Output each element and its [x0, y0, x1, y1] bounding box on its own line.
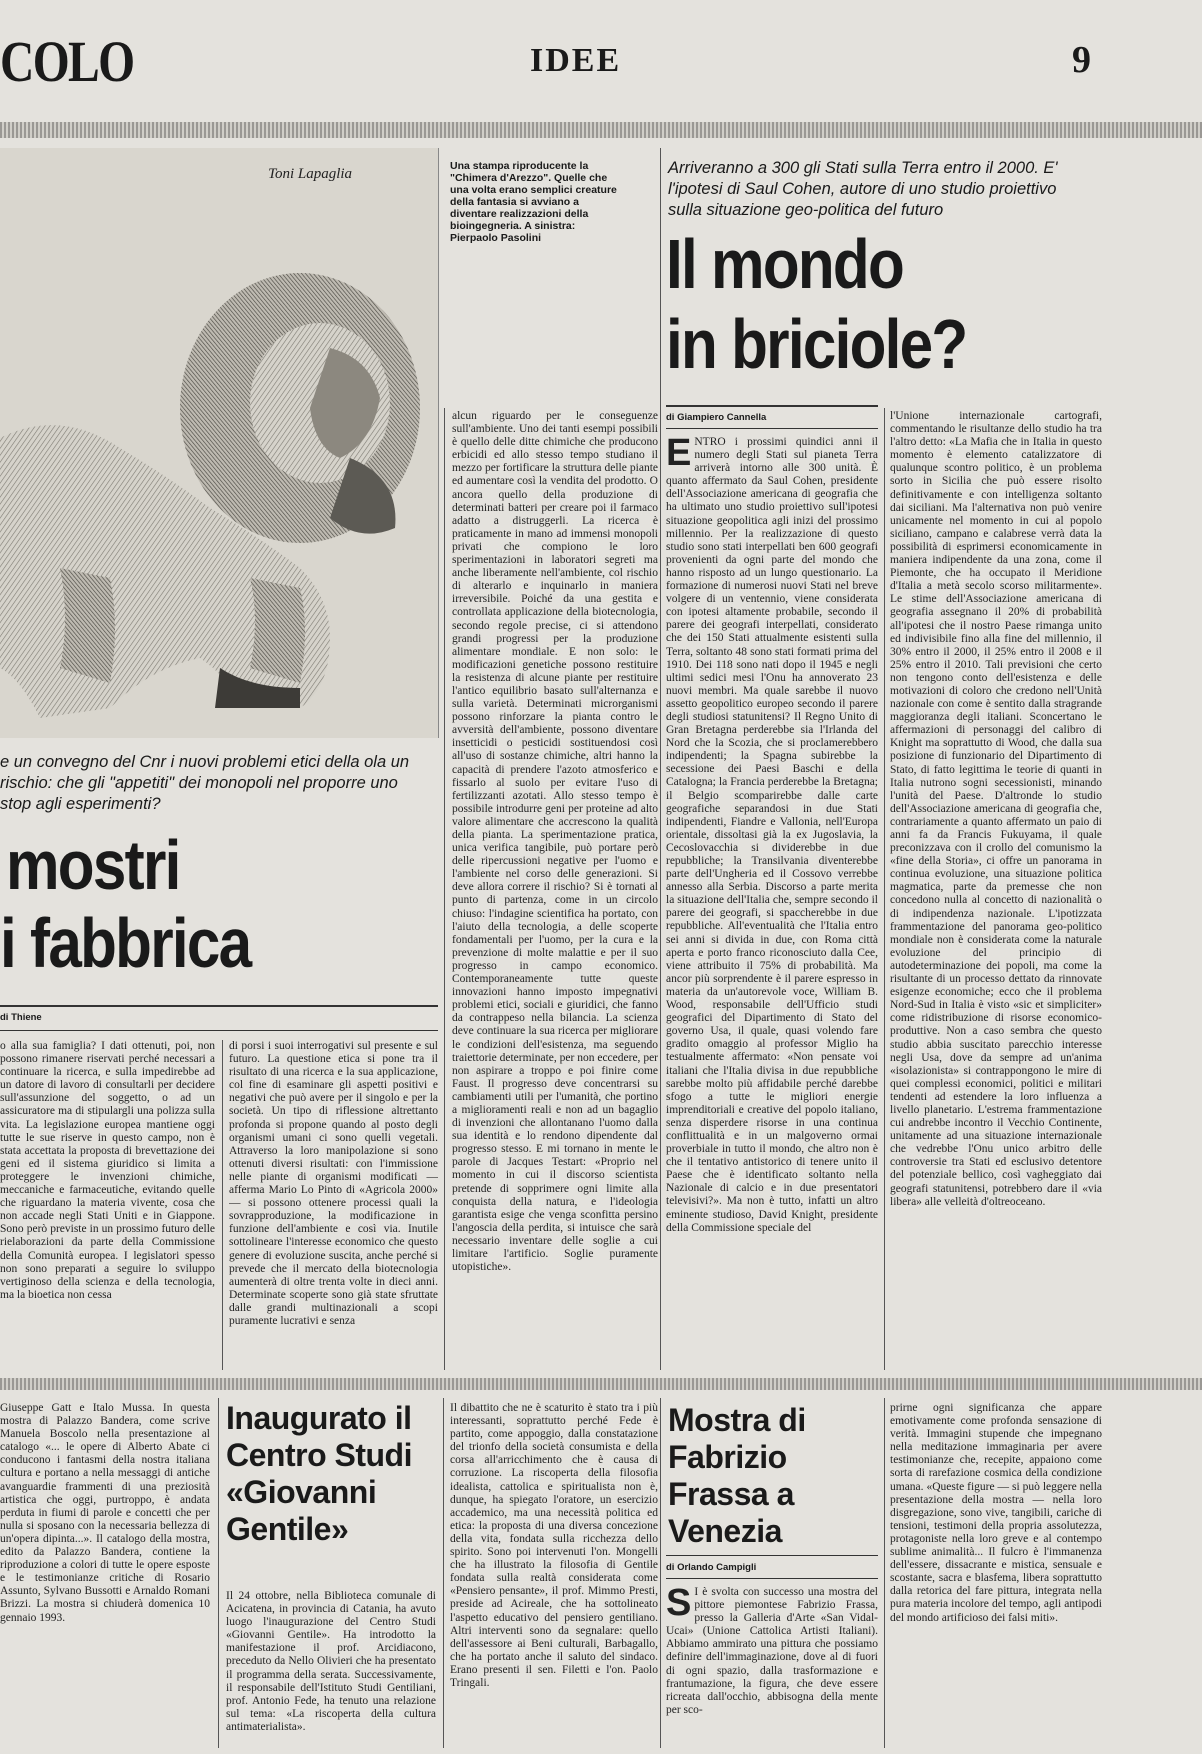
left-byline-rule [0, 1005, 438, 1007]
col-divider [222, 1040, 223, 1370]
mostra-byline: di Orlando Campigli [666, 1562, 757, 1573]
left-story-col3: alcun riguardo per le conseguenze sull'ambiente. Uno dei tanti esempi possibili è quello delle ditte chimiche che producono erbicidi ed allo stesso tempo studiano il mezzo per fortificare la struttura delle piante ed aumentare così la vendita del prodotto. O ancora quello della produzione di determinati batteri per creare poi il farmaco adatto a distruggerli. La ricerca è praticamente in mano ad immensi monopoli privati che compiono le loro sperimentazioni in laboratori segreti ma anche liberamente nell'ambiente, col rischio di alterarlo e inquinarlo in maniera irreversibile. Poiché da una gestita e controllata applicazione della biotecnologia, secondo regole precise, ci si attendono grandi progressi per la produzione alimentare mondiale. E non solo: le modificazioni genetiche possono restituire la resistenza di alcune piante per restituire l'antico equilibrio basato sull'alternanza e sulla varietà. Determinati microrganismi possono rinforzare la pianta contro le avversità dell'ambiente, possono diventare insetticidi o pesticidi sostituendosi così all'uso di sostanze chimiche, altri hanno la capacità di prendere l'azoto atmosferico e fissarlo al suolo per evitare l'uso di fertilizzanti azotati. Allo stesso tempo è possibile introdurre geni per proteine ad alto valore alimentare che accrescono la qualità della pianta. La sperimentazione pratica, unica verifica tangibile, può portare però delle ripercussioni negative per l'uomo e l'ambiente nel corso delle generazioni. Si deve allora correre il rischio? Si è tornati al punto di partenza, come in un circolo chiuso: l'indagine scientifica ha portato, con l'aiuto della tecnologia, a delle scoperte fondamentali per l'uomo, per la cura e la prevenzione di molte malattie e per il suo progresso in campo economico. Contemporaneamente tutte queste innovazioni hanno imposto impegnativi problemi etici, sociali e giuridici, che fanno da contrappeso nella bilancia. La scienza deve continuare la sua ricerca per migliorare le condizioni dell'esistenza, ma seguendo traiettorie determinate, per non eccedere, per non aspirare a troppo e poi finire come Faust. Il progresso deve concentrarsi su cambiamenti utili per l'umanità, che portino a miglioramenti reali e non ad un bagaglio di invenzioni che allontanano l'uomo dalla sua identità e lo rendono dipendente dal progresso stesso. E mi tornano in mente le parole di Jacques Testart: «Proprio nel momento in cui il discorso scientista pretende di sopprimere ogni limite alla conquista della natura, e l'ideologia garantista esige che venga sconfitta persino l'angoscia della perdita, si intuisce che sarà necessario inventare delle soglie a cui limitare l'artificio. Soglie puramente utopistiche». [452, 410, 658, 1274]
photo-signature: Toni Lapaglia [268, 166, 353, 182]
mid-rule [0, 1378, 1202, 1390]
right-headline-line2: in briciole? [666, 305, 967, 383]
right-story-deck: Arriveranno a 300 gli Stati sulla Terra entro il 2000. E' l'ipotesi di Saul Cohen, autore di uno studio proiettivo sulla situazione geo-politica del futuro [668, 159, 1058, 219]
mostra-col1-text: I è svolta con successo una mostra del pittore piemontese Fabrizio Frassa, presso la Galleria d'Arte «San Vidal-Ucai» (Unione Cattolica Artisti Italiani). Abbiamo ammirato una pittura che possiamo definire dell'immaginazione, dove al di fuori di ogni spazio, dalla trasformazione e frantumazione, la figura, che deve essere ricreata dall'occhio, abbisogna della mente per sco- [666, 1586, 878, 1716]
mostra-byline-rule-2 [666, 1578, 878, 1579]
dropcap: S [666, 1586, 692, 1624]
left-story-col1: o alla sua famiglia? I dati ottenuti, poi, non possono rimanere riservati perché necessari a continuare la ricerca, e sulla impedirebbe ad un datore di lavoro di consultarli per decidere sull'assunzione del soggetto, o ad un assicuratore ma di stipulargli una polizza sulla vita. La legislazione europea mantiene oggi tutte le sue riserve in questo campo, non è stata accettata la proposta di brevettazione dei geni ed il sistema giuridico si limita a proteggere le invenzioni chimiche, meccaniche e farmaceutiche, evitando quelle che riguardano la materia vivente, cosa che non accade negli Stati Uniti e in Giappone. Sono però previste in un prossimo futuro delle rielaborazioni da parte della Commissione della Comunità europea. I legislatori spesso non sono preparati a seguire lo sviluppo vertiginoso della scienza e della tecnologia, ma la bioetica non cessa [0, 1040, 215, 1301]
col-divider [884, 408, 885, 1370]
centro-studi-col2: Il dibattito che ne è scaturito è stato tra i più interessanti, soprattutto perché Fede è partito, come appoggio, dalla constatazione del trionfo della società consumista e della corsa all'arricchimento che è causa di corruzione. La riscoperta della filosofia idealista, cattolica e spiritualista non è, dunque, ha spiegato l'oratore, un esercizio accademico, ma una necessità politica ed etica: la proposta di una diversa concezione della vita, fondata sulla ricchezza dello spirito. Sono poi intervenuti l'on. Mongelli che ha illustrato la filosofia di Gentile fondata sulla realtà considerata come «Pensiero pensante», il prof. Mimmo Presti, preside ad Acireale, che ha sottolineato l'aspetto educativo del pensiero gentiliano. Altri interventi sono da segnalare: quello dell'assessore ai Beni culturali, Barbagallo, che ha portato anche il saluto del sindaco. Erano presenti il sen. Filetti e l'on. Paolo Tringali. [450, 1402, 658, 1689]
left-headline-line2: i fabbrica [0, 904, 251, 982]
right-story-col2: l'Unione internazionale cartografi, commentando le risultanze dello studio ha tra l'altro detto: «La Mafia che in Italia in questo momento è elemento catalizzatore di qualunque scontro politico, è un problema sorto in Sicilia che può essere risolto definitivamente e con intelligenza soltanto dai siciliani. Ma l'alternativa non può venire unicamente nel momento in cui al popolo siciliano, campano e calabrese verrà data la possibilità di esprimersi economicamente in maniera indipendente da una zona, come il Piemonte, che ha occupato il Meridione d'Italia a metà secolo scorso militarmente». Le stime dell'Associazione americana di geografia assegnano il 20% di probabilità all'ipotesi che il nostro Paese rimanga unito ed indivisibile fino alla fine del millennio, il 30% entro il 2000, il 25% entro il 2008 e il 25% entro il 2010. Tali previsioni che certo non tengono conto dell'esistenza e delle motivazioni di coloro che credono nell'Unità nazionale con come è sentito dalla stragrande maggioranza degli italiani. Sconcertano le affermazioni di personaggi del calibro di Knight ma soprattutto di Wood, che dalla sua posizione di funzionario del Dipartimento di Stato, di fatto legittima le teorie di quanti in Italia nutrono sogni secessionisti, minando l'unità del Paese. D'altronde lo studio dell'Associazione americana di geografia che, contrariamente a quanto affermato un paio di anni fa da Francis Fukuyama, il quale preconizzava con il crollo del comunismo la «fine della Storia», ci offre un panorama in continua evoluzione, una situazione politica magmatica, parte da premesse che non concedono nulla al concetto di nazionalità o di indipendenza nazionale. L'ipotizzata frammentazione del panorama geo-politico mondiale non è considerata come la naturale evoluzione del principio di autodeterminazione dei popoli, ma come la risultante di un processo dettato da rinnovate esigenze economiche; ecco che il problema Nord-Sud in Italia è visto «sic et simpliciter» come ridistribuzione di risorse economico-produttive. Non a caso sembra che questo studio abbia suscitato parecchio interesse negli Usa, dove da sempre ad un'anima «isolazionista» si contrappongono le mire di quei complessi economici, politici e militari tendenti ad estendere la loro influenza a livello planetario. L'estrema frammentazione cui andrebbe incontro il Vecchio Continente, unitamente ad una situazione internazionale che vedrebbe l'Onu unico arbitro delle controversie tra Stati ed esclusivo detentore del potenziale bellico, così vagheggiato dai geografi statunitensi, potrebbero dare il «via libera» alle velleità d'oltreoceano. [890, 410, 1102, 1208]
centro-studi-headline: Inaugurato il Centro Studi «Giovanni Gentile» [226, 1400, 412, 1547]
centro-studi-col1: Il 24 ottobre, nella Biblioteca comunale di Acicatena, in provincia di Catania, ha avuto luogo l'inaugurazione del Centro Studi «Giovanni Gentile». Ha introdotto la manifestazione il prof. Arcidiacono, preceduto da Nello Olivieri che ha presentato il programma della serata. Successivamente, il responsabile dell'Istituto Studi Gentiliani, prof. Antonio Fede, ha tenuto una relazione sul tema: «La riscoperta della cultura antimaterialista». [226, 1590, 436, 1733]
col-divider [218, 1398, 219, 1748]
col-divider [884, 1398, 885, 1748]
mostra-headline: Mostra di Fabrizio Frassa a Venezia [668, 1402, 806, 1549]
chimera-photo [0, 148, 439, 738]
mostra-byline-rule [666, 1555, 878, 1556]
left-story-col2: di porsi i suoi interrogativi sul presente e sul futuro. La questione etica si pone tra il risultato di una ricerca e la sua applicazione, col fine di esaminare gli aspetti positivi e negativi che può avere per il singolo e per la società. Un tipo di riflessione altrettanto profonda si propone quando al posto degli organismi umani ci sono quelli vegetali. Attraverso la loro manipolazione si sono ottenuti diversi risultati: con l'immissione nelle piante di organismi modificati — afferma Mario Lo Pinto di «Agricola 2000» — si possono ottenere processi quali la sovrapproduzione, la modificazione in funzione dell'ambiente e così via. Inutile sottolineare l'interesse economico che questo genere di evoluzione suscita, anche perché si prevede che il mercato della biotecnologia aumenterà di oltre trenta volte in dieci anni. Determinate scoperte sono già state sfruttate dalle grandi multinazionali a scopi puramente lucrativi e senza [229, 1040, 438, 1327]
col-divider [660, 1398, 661, 1748]
page-number: 9 [1072, 39, 1091, 81]
col-divider [443, 1398, 444, 1748]
right-story-col1 [666, 436, 878, 1370]
chimera-illustration [0, 148, 438, 738]
left-story-deck: e un convegno del Cnr i nuovi problemi etici della ola un rischio: che gli "appetiti" dei monopoli nel proporre uno stop agli esperimenti? [0, 753, 410, 813]
right-headline-line1: Il mondo [666, 225, 904, 303]
col-divider [444, 408, 445, 1370]
dropcap: E [666, 436, 692, 474]
left-byline-rule-2 [0, 1030, 438, 1031]
masthead-fragment: COLO [0, 29, 134, 94]
right-byline: di Giampiero Cannella [666, 412, 767, 423]
mostra-col1 [666, 1586, 878, 1748]
left-byline: di Thiene [0, 1012, 42, 1023]
right-story-col1-text: NTRO i prossimi quindici anni il numero degli Stati sul pianeta Terra arriverà intorno alle 300 unità. È quanto affermato da Saul Cohen, presidente dell'Associazione americana di geografia che ha ultimato uno studio proiettivo sull'ipotesi situazione geopolitica agli inizi del prossimo millennio. Per la realizzazione di questo studio sono stati interpellati ben 600 geografi provenienti da ogni parte del mondo che hanno risposto ad un lungo questionario. La formazione di numerosi nuovi Stati nel breve volgere di un ventennio, viene considerata con ipotesi altamente probabile, secondo il parere dei geografi interpellati, considerato che dei 150 Stati attualmente esistenti sulla Terra, soltanto 48 sono stati formati prima del 1910. Dei 118 sono nati dopo il 1945 e negli ultimi sedici mesi l'Onu ha annoverato 23 nuovi membri. Ma quale sarebbe il nuovo assetto geopolitico europeo secondo il parere degli studiosi statunitensi? Il Regno Unito di Gran Bretagna perderebbe sia l'Irlanda del Nord che la Scozia, che si proclamerebbero indipendenti; la Spagna subirebbe la secessione dei Paesi Baschi e della Catalogna; la Francia perderebbe la Bretagna; il Belgio scomparirebbe dalle carte geografiche separandosi in due Stati indipendenti, Fiandre e Vallonia, nell'Europa orientale, dissoltasi già la ex Jugoslavia, la Cecoslovacchia si dividerebbe in due repubbliche; la Transilvania diventerebbe parte dell'Ungheria ed il Cossovo verrebbe annesso alla Serbia. Discorso a parte merita la situazione dell'Italia che, sempre secondo il parere dei geografi, si spaccherebbe in due repubbliche. All'eventualità che l'Italia entro sei anni si divida in due, con Roma città aperta e porto franco riconosciuto dalla Cee, viene attribuito il 75% di probabilità. Ma ancor più sorprendente è il parere espresso in materia da un'autorevole voce, William B. Wood, responsabile dell'Ufficio studi geografici del Dipartimento di Stato del governo Usa, il quale, quasi volendo fare gradito omaggio al professor Miglio ha testualmente affermato: «Non pensate voi italiani che l'Italia divisa in due repubbliche sarebbe molto più affidabile perché darebbe sfogo a tutte le migliori energie imprenditoriali e creative del popolo italiano, senza disperdere risorse in una continua conflittualità e in un malgoverno ormai proverbiale in tutto il mondo, che altro non è che il tentativo antistorico di tenere unito il Paese che è identificato soltanto nella Nazionale di calcio e in due presentatori televisivi?». Ma non è tutto, infatti un altro eminente studioso, David Knight, presidente della Commissione speciale del [666, 436, 878, 1234]
photo-caption: Una stampa riproducente la "Chimera d'Arezzo". Quelle che una volta erano semplici creature della fantasia si avviano a diventare realizzazioni della bioingegneria. A sinistra: Pierpaolo Pasolini [450, 160, 617, 244]
section-title: IDEE [530, 42, 622, 79]
mostra-col2: prirne ogni significanza che appare emotivamente come profonda sensazione di verità. Immagini stupende che impegnano nella meditazione immaginaria per avere testimonianze che, recepite, appaiono come sorta di rarefazione cosmica della condizione umana. «Queste figure — si può leggere nella presentazione della mostra — nella loro disgregazione, sono vive, tangibili, cariche di tensioni, testimoni della propria assolutezza, protagoniste nella loro greve e al contempo sublime animalità... Il fulcro è l'immanenza dell'essere, dissacrante e mistica, sensuale e scostante, sacra e blasfema, libera soprattutto dalla retorica del fare pittura, integrata nella pura materia incolore del tempo, agli antipodi del mondo artificioso dei falsi miti». [890, 1402, 1102, 1624]
left-headline-line1: mostri [6, 826, 180, 904]
right-byline-rule [666, 405, 878, 407]
top-rule [0, 122, 1202, 138]
story-divider [660, 148, 661, 1370]
exhibit-fragment-col: Giuseppe Gatt e Italo Mussa. In questa mostra di Palazzo Bandera, come scrive Manuela Boscolo nella presentazione al catalogo «... le opere di Alberto Abate ci conducono i fantasmi della nostra italiana cultura e portano a nella messaggi di antiche avanguardie frammenti di una preziosità artistica che oggi, purtroppo, è andata perduta in fiumi di parole e concetti che per nulla si sposano con la necessaria bellezza di un'opera dipinta...». Il catalogo della mostra, edito da Palazzo Bandera, contiene la riproduzione a colori di tutte le opere esposte e le testimonianze critiche di Rosario Assunto, Sylvano Bussotti e Arnaldo Romani Brizzi. La mostra si chiuderà domenica 10 gennaio 1993. [0, 1402, 210, 1624]
right-byline-rule-2 [666, 428, 878, 429]
